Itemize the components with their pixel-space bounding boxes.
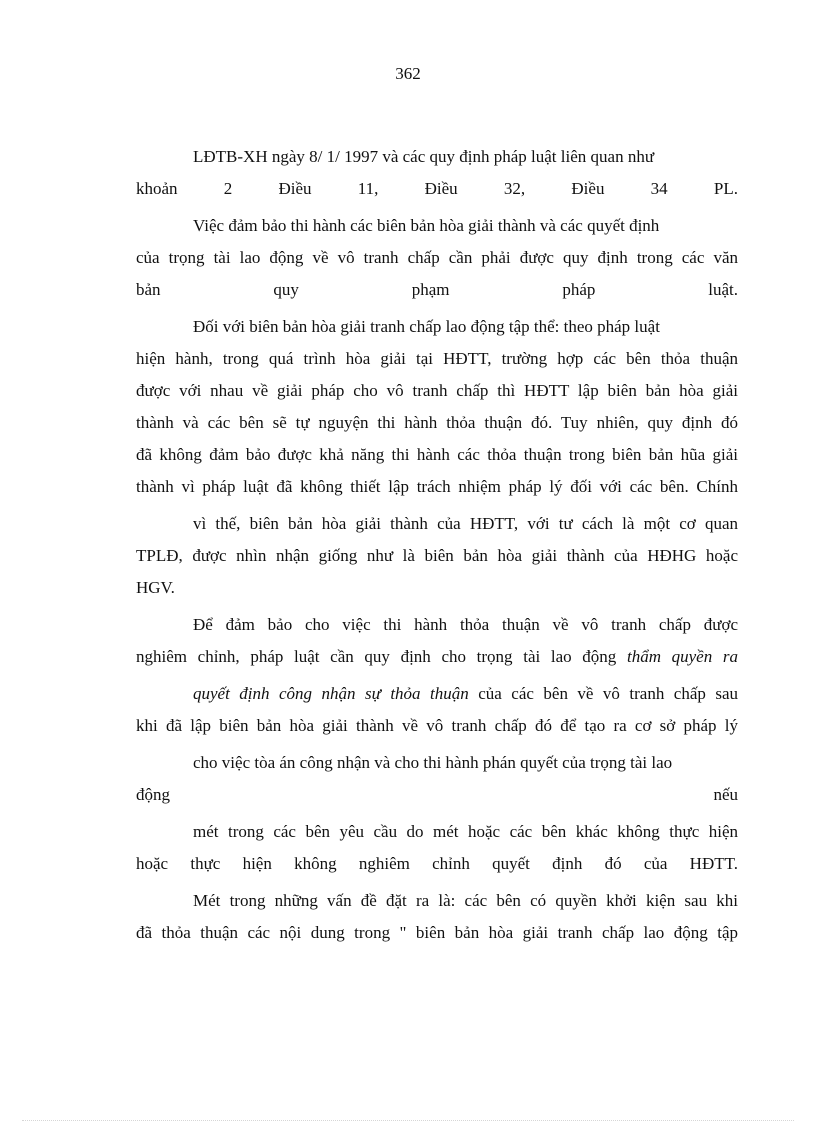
text-line: khi đã lập biên bản hòa giải thành về vô tranh chấp đó để tạo ra cơ sở pháp lý — [136, 716, 738, 735]
text-line: LĐTB-XH ngày 8/ 1/ 1997 và các quy định pháp luật liên quan như — [193, 147, 655, 166]
text-line: khoản 2 Điều 11, Điều 32, Điều 34 PL. — [136, 179, 738, 198]
text-line: hoặc thực hiện không nghiêm chỉnh quyết định đó của HĐTT. — [136, 854, 738, 873]
text-line: vì thế, biên bản hòa giải thành của HĐTT, với tư cách là một cơ quan — [193, 514, 738, 533]
text-line: cho việc tòa án công nhận và cho thi hành phán quyết của trọng tài lao — [193, 753, 673, 772]
text-line: thành vì pháp luật đã không thiết lập trách nhiệm pháp lý đối với các bên. Chính — [136, 477, 738, 496]
text-line: HGV. — [136, 578, 175, 597]
text-segment: của các bên về vô tranh chấp sau — [478, 684, 739, 703]
text-line: được với nhau về giải pháp cho vô tranh chấp thì HĐTT lập biên bản hòa giải — [136, 381, 738, 400]
text-line: bản quy phạm pháp luật. — [136, 280, 738, 299]
text-line: thành và các bên sẽ tự nguyện thi hành thỏa thuận đó. Tuy nhiên, quy định đó — [136, 413, 738, 432]
text-segment: nghiêm chỉnh, pháp luật cần quy định cho trọng tài lao động — [136, 647, 617, 666]
text-line — [193, 683, 738, 705]
text-line — [136, 646, 738, 668]
text-line: đã không đảm bảo được khả năng thi hành các thỏa thuận trong biên bản hũa giải — [136, 445, 738, 464]
text-line: của trọng tài lao động về vô tranh chấp cần phải được quy định trong các văn — [136, 248, 738, 267]
text-line: đã thỏa thuận các nội dung trong " biên bản hòa giải tranh chấp lao động tập — [136, 923, 738, 942]
text-line: Đối với biên bản hòa giải tranh chấp lao động tập thể: theo pháp luật — [193, 317, 660, 336]
text-line: Mét trong những vấn đề đặt ra là: các bên có quyền khởi kiện sau khi — [193, 891, 738, 910]
text-line: hiện hành, trong quá trình hòa giải tại HĐTT, trường hợp các bên thỏa thuận — [136, 349, 738, 368]
text-line: Để đảm bảo cho việc thi hành thỏa thuận về vô tranh chấp được — [193, 615, 738, 634]
italic-phrase: thẩm quyền ra — [626, 647, 738, 666]
italic-phrase: quyết định công nhận sự thỏa thuận — [193, 684, 469, 703]
page-bottom-divider — [22, 1120, 794, 1121]
text-line: Việc đảm bảo thi hành các biên bản hòa giải thành và các quyết định — [193, 216, 660, 235]
text-line: động nếu — [136, 785, 738, 804]
text-line: TPLĐ, được nhìn nhận giống như là biên bản hòa giải thành của HĐHG hoặc — [136, 546, 738, 565]
text-line: mét trong các bên yêu cầu do mét hoặc các bên khác không thực hiện — [193, 822, 738, 841]
page-number: 362 — [395, 64, 421, 83]
